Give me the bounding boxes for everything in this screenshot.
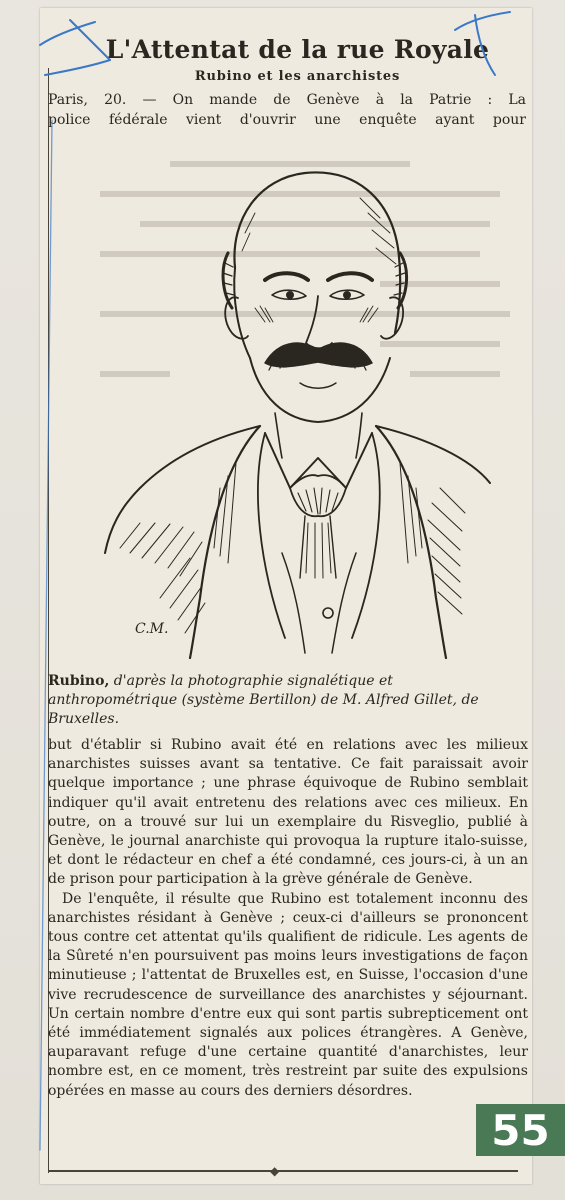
caption-text: d'après la photographie signalétique et anthropométrique (système Bertillon) de M. Alfred Gillet, de Bruxelles. xyxy=(48,673,479,727)
lead-line: police fédérale vient d'ouvrir une enquête ayant pour xyxy=(48,112,526,128)
ornament-icon: ◆ xyxy=(270,1164,280,1178)
portrait-illustration xyxy=(60,158,520,663)
newspaper-clipping xyxy=(40,8,532,1184)
subheadline: Rubino et les anarchistes xyxy=(194,69,401,84)
body-paragraph: but d'établir si Rubino avait été en relations avec les milieux anarchistes suisses avant sa tentative. Ce fait paraissait avoir quelque importance ; une phrase équivoque de Rubino semblait indiquer qu'il avait entretenu des relations avec ces milieux. En outre, on a trouvé sur lui un exemplaire du Risveglio, publié à Genève, le journal anarchiste qui provoqua la rupture italo-suisse, et dont le rédacteur en chef a été condamné, ces jours-ci, à un an de prison pour participation à la grève générale de Genève. xyxy=(48,737,528,888)
artist-signature: C.M. xyxy=(135,621,169,637)
headline: L'Attentat de la rue Royale xyxy=(105,35,490,64)
bottom-rule xyxy=(48,1170,518,1172)
lead-paragraph xyxy=(48,90,526,130)
body-paragraph: De l'enquête, il résulte que Rubino est totalement inconnu des anarchistes résidant à Genève ; ceux-ci d'ailleurs se prononcent tous contre cet attentat qu'ils qualifient de ridicule. Les agents de la Sûreté n'en poursuivent pas moins leurs investigations de façon minutieuse ; l'attentat de Bruxelles est, en Suisse, l'occasion d'une vive recrudescence de surveillance des anarchistes y séjournant. Un certain nombre d'entre eux qui sont partis subrepticement ont été immédiatement signalés aux polices étrangères. A Genève, auparavant refuge d'une certaine quantité d'anarchistes, leur nombre est, en ce moment, très restreint par suite des expulsions opérées en masse au cours des derniers désordres. xyxy=(48,890,528,1099)
page-number-badge: 55 xyxy=(476,1104,565,1156)
caption-name: Rubino, xyxy=(48,673,110,689)
lead-line: Paris, 20. — On mande de Genève à la Patrie : La xyxy=(48,92,526,108)
article-body xyxy=(48,736,528,1101)
portrait-caption xyxy=(48,672,526,729)
